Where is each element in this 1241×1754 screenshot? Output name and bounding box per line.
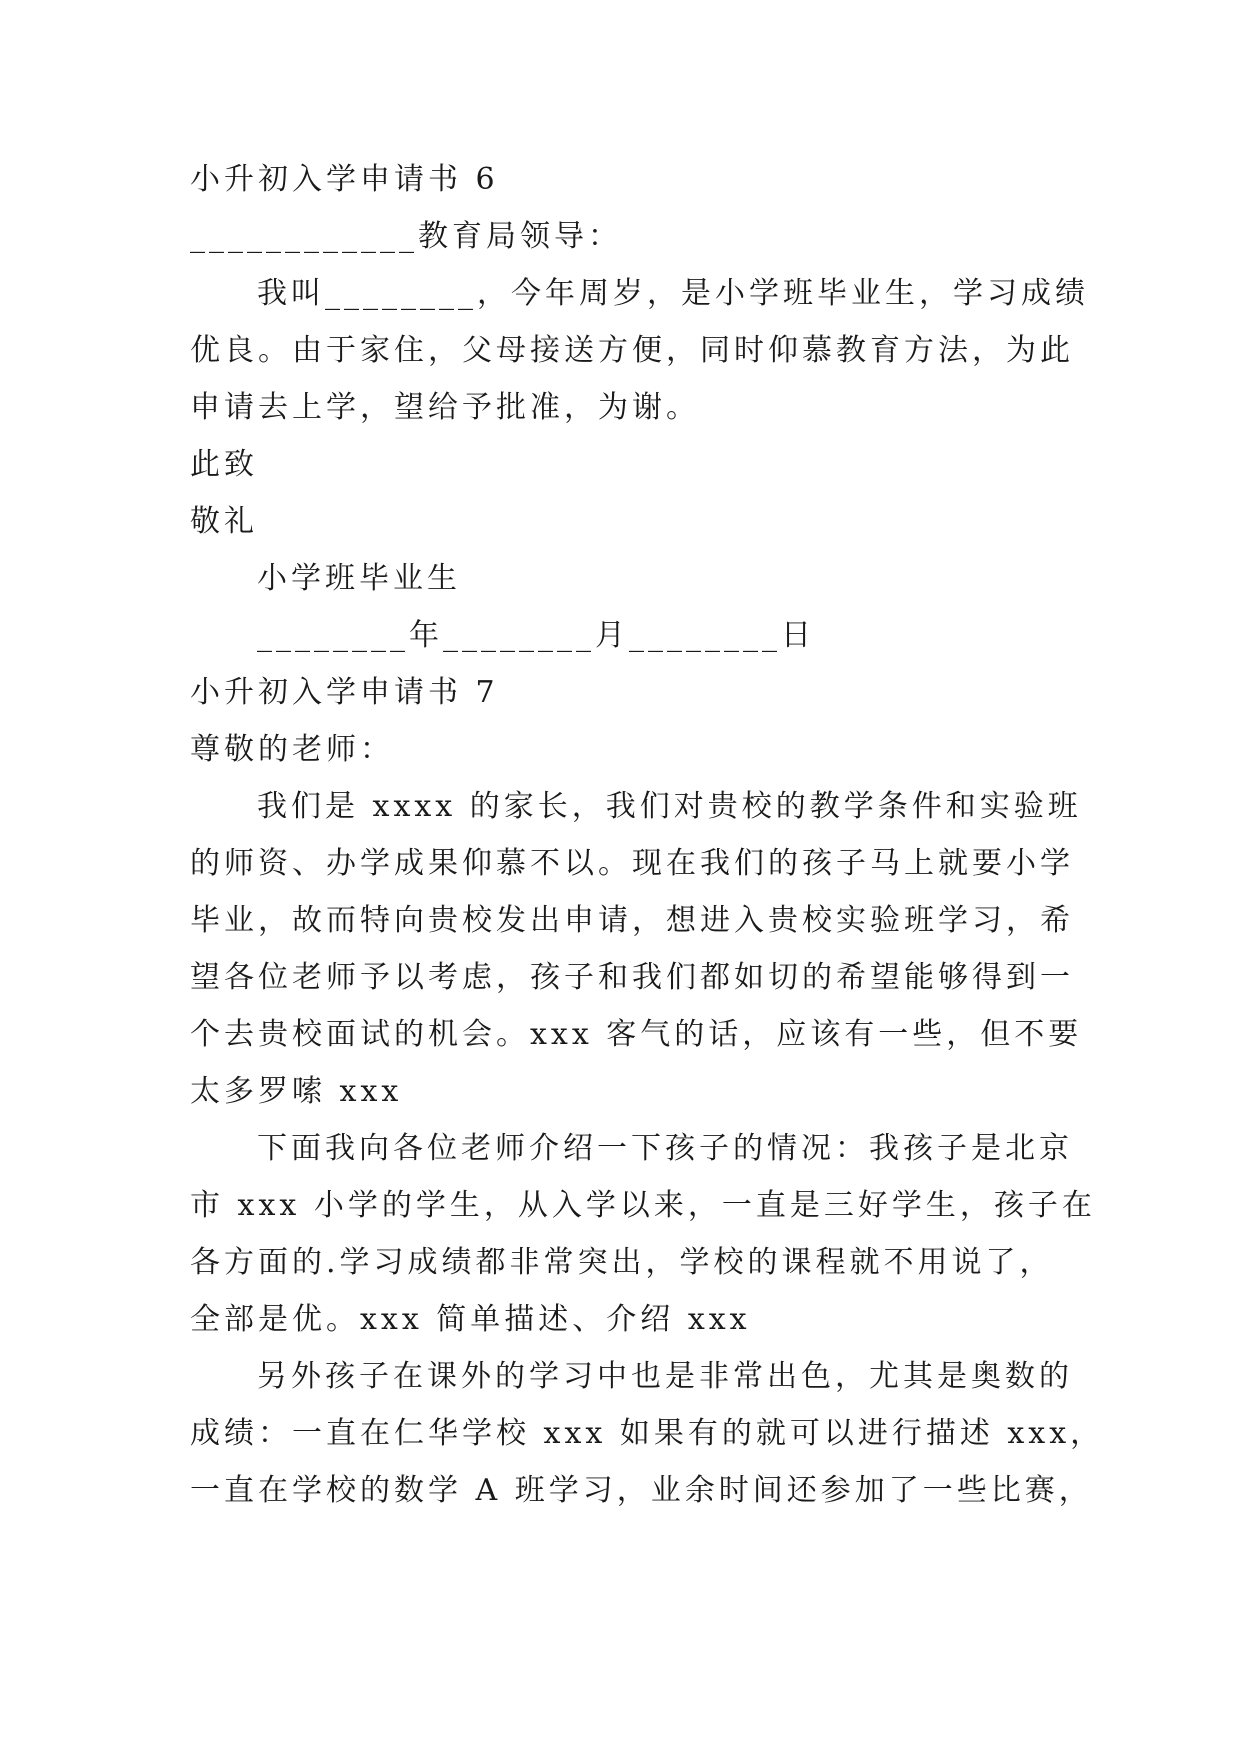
paragraph-line: 全部是优。xxx 简单描述、介绍 xxx	[190, 1302, 751, 1337]
paragraph-line: 优良。由于家住，父母接送方便，同时仰慕教育方法，为此	[190, 333, 1074, 368]
paragraph-line: 毕业，故而特向贵校发出申请，想进入贵校实验班学习，希	[190, 903, 1074, 938]
paragraph-line: 我们是 xxxx 的家长，我们对贵校的教学条件和实验班	[257, 789, 1082, 824]
title-application-6: 小升初入学申请书 6	[190, 162, 499, 197]
paragraph-line: 成绩：一直在仁华学校 xxx 如果有的就可以进行描述 xxx，	[190, 1416, 1105, 1451]
paragraph-line: 申请去上学，望给予批准，为谢。	[190, 390, 700, 425]
paragraph-line: 的师资、办学成果仰慕不以。现在我们的孩子马上就要小学	[190, 846, 1074, 881]
paragraph-line: 一直在学校的数学 A 班学习，业余时间还参加了一些比赛，	[190, 1473, 1093, 1508]
paragraph-line: 望各位老师予以考虑，孩子和我们都如切的希望能够得到一	[190, 960, 1074, 995]
title-application-7: 小升初入学申请书 7	[190, 675, 499, 710]
paragraph-line: 太多罗嗦 xxx	[190, 1074, 403, 1109]
date-line: ________年________月________日	[257, 618, 815, 653]
closing-cizhi: 此致	[190, 447, 258, 482]
salutation-education-bureau: ____________教育局领导：	[190, 219, 622, 254]
paragraph-line: 各方面的.学习成绩都非常突出，学校的课程就不用说了，	[190, 1245, 1054, 1280]
paragraph-line: 个去贵校面试的机会。xxx 客气的话，应该有一些，但不要	[190, 1017, 1083, 1052]
paragraph-line: 市 xxx 小学的学生，从入学以来，一直是三好学生，孩子在	[190, 1188, 1096, 1223]
paragraph-line: 我叫________，今年周岁，是小学班毕业生，学习成绩	[257, 276, 1089, 311]
paragraph-line: 另外孩子在课外的学习中也是非常出色，尤其是奥数的	[257, 1359, 1073, 1394]
salutation-teachers: 尊敬的老师：	[190, 732, 394, 767]
closing-jingli: 敬礼	[190, 504, 258, 539]
signature-line: 小学班毕业生	[257, 561, 461, 596]
paragraph-line: 下面我向各位老师介绍一下孩子的情况：我孩子是北京	[257, 1131, 1073, 1166]
